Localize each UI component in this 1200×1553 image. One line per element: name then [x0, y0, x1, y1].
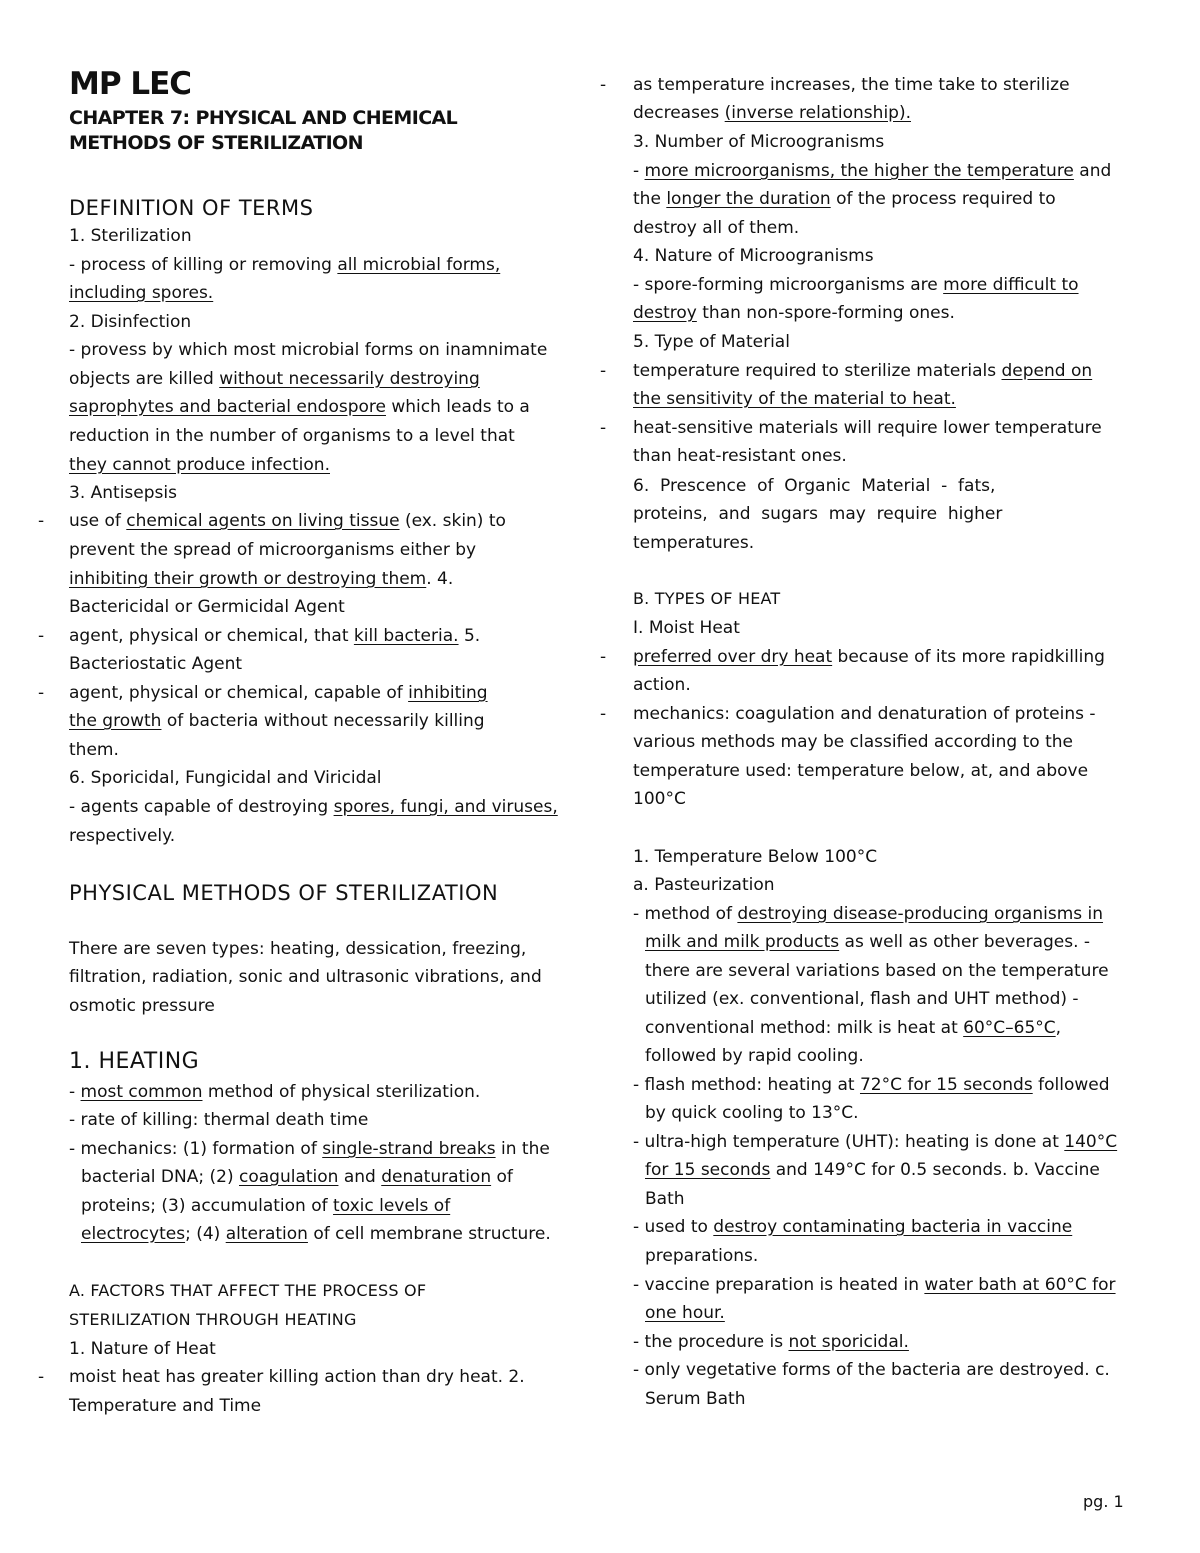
- text-line: saprophytes and bacterial endospore which leads to a: [69, 397, 530, 417]
- text-line: - vaccine preparation is heated in water bath at 60°C for: [633, 1275, 1116, 1295]
- heating-heading: 1. HEATING: [69, 1049, 200, 1074]
- text-line: prevent the spread of microorganisms either by: [69, 540, 477, 560]
- text-line: they cannot produce infection.: [69, 455, 330, 475]
- text-line: - used to destroy contaminating bacteria in vaccine: [633, 1217, 1073, 1237]
- text-line: one hour.: [645, 1303, 725, 1323]
- text-line: temperature used: temperature below, at, and above: [633, 761, 1089, 781]
- text-line: - flash method: heating at 72°C for 15 seconds followed: [633, 1075, 1110, 1095]
- text-line: 6. Sporicidal, Fungicidal and Viricidal: [69, 768, 382, 788]
- text-line: Bactericidal or Germicidal Agent: [69, 597, 345, 617]
- text-line: - most common method of physical sterilization.: [69, 1082, 481, 1102]
- text-line: There are seven types: heating, dessication, freezing,: [69, 939, 527, 959]
- text-line: 3. Antisepsis: [69, 483, 177, 503]
- bullet-dash: -: [600, 704, 607, 724]
- text-line: reduction in the number of organisms to a level that: [69, 426, 515, 446]
- text-line: preferred over dry heat because of its more rapidkilling: [633, 647, 1105, 667]
- text-line: them.: [69, 740, 119, 760]
- bullet-dash: -: [600, 75, 607, 95]
- text-line: preparations.: [645, 1246, 759, 1266]
- text-line: - agents capable of destroying spores, fungi, and viruses,: [69, 797, 558, 817]
- text-line: filtration, radiation, sonic and ultrasonic vibrations, and: [69, 967, 542, 987]
- text-line: inhibiting their growth or destroying them. 4.: [69, 569, 454, 589]
- types-of-heat-heading: B. TYPES OF HEAT: [633, 589, 781, 608]
- text-line: 1. Temperature Below 100°C: [633, 847, 878, 867]
- document-title: MP LEC: [69, 66, 192, 102]
- text-line: - ultra-high temperature (UHT): heating is done at 140°C: [633, 1132, 1118, 1152]
- text-line: there are several variations based on the temperature: [645, 961, 1109, 981]
- bullet-dash: -: [600, 418, 607, 438]
- text-line: for 15 seconds and 149°C for 0.5 seconds. b. Vaccine: [645, 1160, 1100, 1180]
- text-line: Temperature and Time: [69, 1396, 262, 1416]
- text-line: by quick cooling to 13°C.: [645, 1103, 859, 1123]
- text-line: 6. Prescence of Organic Material - fats,: [633, 476, 996, 496]
- text-line: 1. Sterilization: [69, 226, 192, 246]
- text-line: the longer the duration of the process required to: [633, 189, 1056, 209]
- text-line: than heat-resistant ones.: [633, 446, 847, 466]
- chapter-title-line-2: METHODS OF STERILIZATION: [69, 132, 363, 154]
- text-line: action.: [633, 675, 691, 695]
- text-line: followed by rapid cooling.: [645, 1046, 864, 1066]
- text-line: utilized (ex. conventional, flash and UHT method) -: [645, 989, 1079, 1009]
- text-line: temperatures.: [633, 533, 755, 553]
- definitions-heading: DEFINITION OF TERMS: [69, 196, 314, 220]
- text-line: 1. Nature of Heat: [69, 1339, 216, 1359]
- text-line: mechanics: coagulation and denaturation of proteins -: [633, 704, 1096, 724]
- factors-heading-line-2: STERILIZATION THROUGH HEATING: [69, 1310, 357, 1329]
- text-line: - provess by which most microbial forms on inamnimate: [69, 340, 548, 360]
- text-line: agent, physical or chemical, that kill bacteria. 5.: [69, 626, 481, 646]
- text-line: use of chemical agents on living tissue (ex. skin) to: [69, 511, 506, 531]
- text-line: Bacteriostatic Agent: [69, 654, 243, 674]
- text-line: electrocytes; (4) alteration of cell membrane structure.: [81, 1224, 551, 1244]
- text-line: Bath: [645, 1189, 685, 1209]
- text-line: milk and milk products as well as other beverages. -: [645, 932, 1091, 952]
- bullet-dash: -: [38, 683, 45, 703]
- physical-methods-heading: PHYSICAL METHODS OF STERILIZATION: [69, 881, 499, 905]
- text-line: agent, physical or chemical, capable of inhibiting: [69, 683, 488, 703]
- text-line: - mechanics: (1) formation of single-strand breaks in the: [69, 1139, 550, 1159]
- text-line: decreases (inverse relationship).: [633, 103, 911, 123]
- text-line: Serum Bath: [645, 1389, 746, 1409]
- bullet-dash: -: [600, 647, 607, 667]
- text-line: conventional method: milk is heat at 60°C–65°C,: [645, 1018, 1062, 1038]
- text-line: - spore-forming microorganisms are more difficult to: [633, 275, 1079, 295]
- text-line: - only vegetative forms of the bacteria are destroyed. c.: [633, 1360, 1110, 1380]
- text-line: 5. Type of Material: [633, 332, 790, 352]
- text-line: - rate of killing: thermal death time: [69, 1110, 369, 1130]
- text-line: moist heat has greater killing action than dry heat. 2.: [69, 1367, 525, 1387]
- text-line: - process of killing or removing all microbial forms,: [69, 255, 501, 275]
- factors-heading-line-1: A. FACTORS THAT AFFECT THE PROCESS OF: [69, 1281, 427, 1300]
- text-line: proteins, and sugars may require higher: [633, 504, 1003, 524]
- text-line: objects are killed without necessarily destroying: [69, 369, 480, 389]
- bullet-dash: -: [38, 511, 45, 531]
- chapter-title-line-1: CHAPTER 7: PHYSICAL AND CHEMICAL: [69, 107, 458, 129]
- text-line: respectively.: [69, 826, 176, 846]
- bullet-dash: -: [38, 626, 45, 646]
- text-line: - the procedure is not sporicidal.: [633, 1332, 909, 1352]
- text-line: bacterial DNA; (2) coagulation and denaturation of: [81, 1167, 513, 1187]
- text-line: osmotic pressure: [69, 996, 215, 1016]
- text-line: I. Moist Heat: [633, 618, 740, 638]
- text-line: 2. Disinfection: [69, 312, 192, 332]
- text-line: a. Pasteurization: [633, 875, 775, 895]
- bullet-dash: -: [600, 361, 607, 381]
- text-line: destroy than non-spore-forming ones.: [633, 303, 955, 323]
- text-line: - more microorganisms, the higher the temperature and: [633, 161, 1112, 181]
- text-line: 3. Number of Microogranisms: [633, 132, 885, 152]
- bullet-dash: -: [38, 1367, 45, 1387]
- text-line: 100°C: [633, 789, 686, 809]
- text-line: destroy all of them.: [633, 218, 800, 238]
- page-number: pg. 1: [1083, 1492, 1124, 1511]
- text-line: the growth of bacteria without necessarily killing: [69, 711, 485, 731]
- text-line: 4. Nature of Microogranisms: [633, 246, 874, 266]
- text-line: - method of destroying disease-producing organisms in: [633, 904, 1104, 924]
- text-line: as temperature increases, the time take to sterilize: [633, 75, 1070, 95]
- text-line: proteins; (3) accumulation of toxic levels of: [81, 1196, 451, 1216]
- text-line: various methods may be classified according to the: [633, 732, 1073, 752]
- text-line: heat-sensitive materials will require lower temperature: [633, 418, 1102, 438]
- text-line: the sensitivity of the material to heat.: [633, 389, 956, 409]
- text-line: temperature required to sterilize materials depend on: [633, 361, 1093, 381]
- text-line: including spores.: [69, 283, 214, 303]
